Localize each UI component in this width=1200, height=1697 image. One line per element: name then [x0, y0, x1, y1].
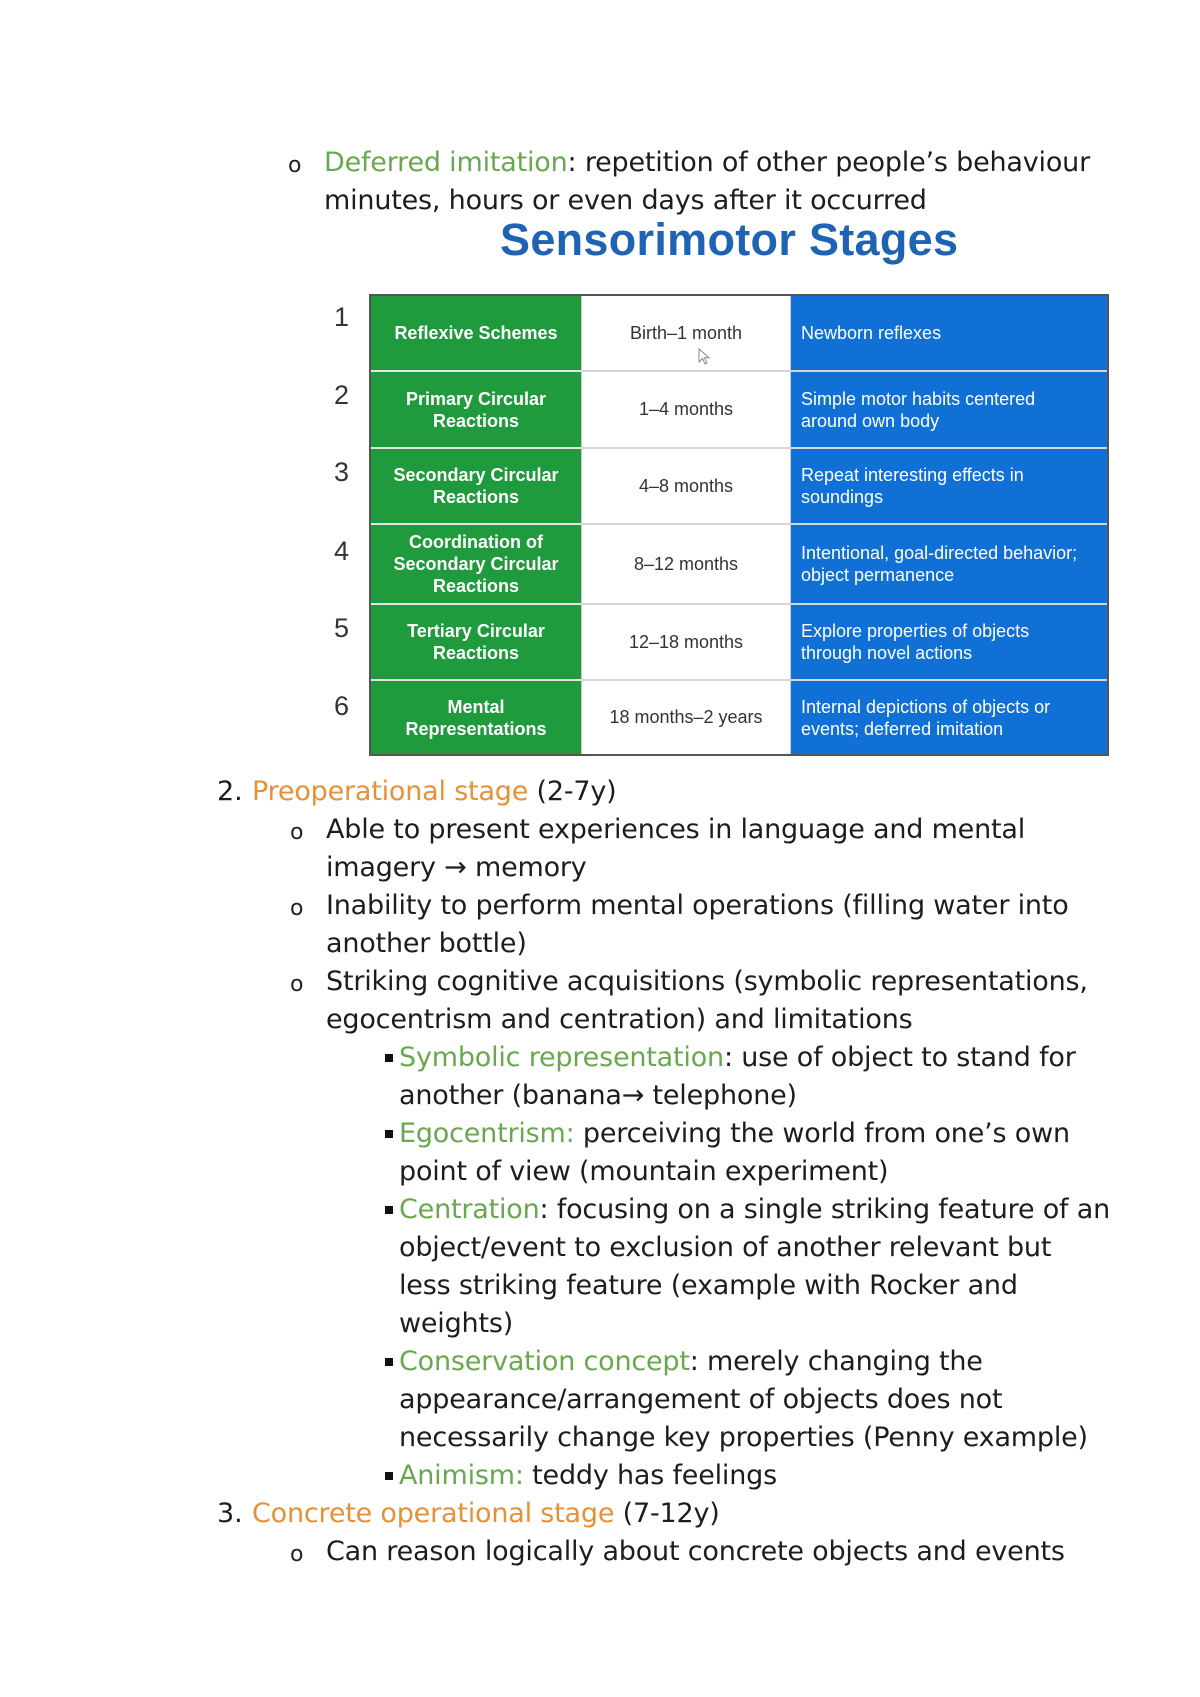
row-number: 4 [334, 536, 350, 566]
age-cell: 1–4 months [581, 372, 791, 449]
sensorimotor-table [369, 294, 1109, 756]
age-cell: 18 months–2 years [581, 681, 791, 754]
bullet-circle: o [288, 153, 302, 178]
sub-bullet-text: Symbolic representation: use of object to stand for [399, 1042, 1076, 1073]
bullet-circle: o [290, 820, 304, 845]
table-row [371, 605, 1107, 681]
figure-title: Sensorimotor Stages [500, 214, 959, 265]
sub-bullet-text: another (banana→ telephone) [399, 1080, 797, 1111]
deferred-imitation-line1: Deferred imitation: repetition of other people’s behaviour [324, 147, 1090, 178]
term-animism: Animism: [399, 1460, 524, 1491]
description-cell: Newborn reflexes [791, 296, 1107, 372]
bullet-text: Can reason logically about concrete objects and events [326, 1536, 1065, 1567]
table-row [371, 681, 1107, 754]
bullet-text: another bottle) [326, 928, 527, 959]
age-cell: 4–8 months [581, 449, 791, 525]
row-number: 3 [334, 457, 350, 487]
term-deferred-imitation: Deferred imitation [324, 147, 568, 178]
list-number: 2. [217, 776, 243, 807]
stage3-heading: Concrete operational stage (7-12y) [252, 1498, 720, 1529]
term-conservation-concept: Conservation concept [399, 1346, 690, 1377]
row-number: 5 [334, 613, 350, 643]
age-cell: 12–18 months [581, 605, 791, 681]
description-cell: Repeat interesting effects in soundings [791, 449, 1107, 525]
sub-bullet-text: Animism: teddy has feelings [399, 1460, 777, 1491]
list-number: 3. [217, 1498, 243, 1529]
sub-bullet-text: object/event to exclusion of another relevant but [399, 1232, 1052, 1263]
bullet-text: imagery → memory [326, 852, 587, 883]
row-number: 2 [334, 380, 350, 410]
table-row [371, 525, 1107, 605]
table-row [371, 296, 1107, 372]
sub-bullet-text: Egocentrism: perceiving the world from one’s own [399, 1118, 1070, 1149]
scheme-cell: Secondary Circular Reactions [371, 449, 581, 525]
sub-bullet-text: point of view (mountain experiment) [399, 1156, 889, 1187]
scheme-cell: Mental Representations [371, 681, 581, 754]
sub-bullet-text: weights) [399, 1308, 514, 1339]
scheme-cell: Coordination of Secondary Circular Reactions [371, 525, 581, 605]
age-cell: 8–12 months [581, 525, 791, 605]
sub-bullet-text: less striking feature (example with Rocker and [399, 1270, 1018, 1301]
description-cell: Explore properties of objects through novel actions [791, 605, 1107, 681]
bullet-square [385, 1054, 393, 1062]
sub-bullet-text: Conservation concept: merely changing the [399, 1346, 983, 1377]
description-cell: Internal depictions of objects or events; deferred imitation [791, 681, 1107, 754]
bullet-circle: o [290, 896, 304, 921]
bullet-square [385, 1472, 393, 1480]
table-row [371, 449, 1107, 525]
stage3-title: Concrete operational stage [252, 1498, 615, 1529]
bullet-text: Able to present experiences in language and mental [326, 814, 1026, 845]
scheme-cell: Tertiary Circular Reactions [371, 605, 581, 681]
age-cell: Birth–1 month [581, 296, 791, 372]
term-egocentrism: Egocentrism: [399, 1118, 575, 1149]
row-number: 1 [334, 302, 350, 332]
bullet-square [385, 1130, 393, 1138]
sub-bullet-text: Centration: focusing on a single striking feature of an [399, 1194, 1111, 1225]
deferred-imitation-line2: minutes, hours or even days after it occurred [324, 185, 927, 216]
stage2-title: Preoperational stage [252, 776, 529, 807]
term-centration: Centration [399, 1194, 540, 1225]
bullet-square [385, 1206, 393, 1214]
scheme-cell: Primary Circular Reactions [371, 372, 581, 449]
table-row [371, 372, 1107, 449]
bullet-square [385, 1358, 393, 1366]
bullet-circle: o [290, 972, 304, 997]
description-cell: Intentional, goal-directed behavior; object permanence [791, 525, 1107, 605]
bullet-text: Inability to perform mental operations (filling water into [326, 890, 1069, 921]
cursor-icon [698, 348, 712, 366]
description-cell: Simple motor habits centered around own body [791, 372, 1107, 449]
bullet-text: Striking cognitive acquisitions (symbolic representations, [326, 966, 1088, 997]
row-number: 6 [334, 691, 350, 721]
bullet-circle: o [290, 1542, 304, 1567]
sub-bullet-text: necessarily change key properties (Penny example) [399, 1422, 1088, 1453]
sub-bullet-text: appearance/arrangement of objects does not [399, 1384, 1003, 1415]
term-symbolic-representation: Symbolic representation [399, 1042, 724, 1073]
scheme-cell: Reflexive Schemes [371, 296, 581, 372]
bullet-text: egocentrism and centration) and limitations [326, 1004, 913, 1035]
stage2-heading: Preoperational stage (2-7y) [252, 776, 617, 807]
